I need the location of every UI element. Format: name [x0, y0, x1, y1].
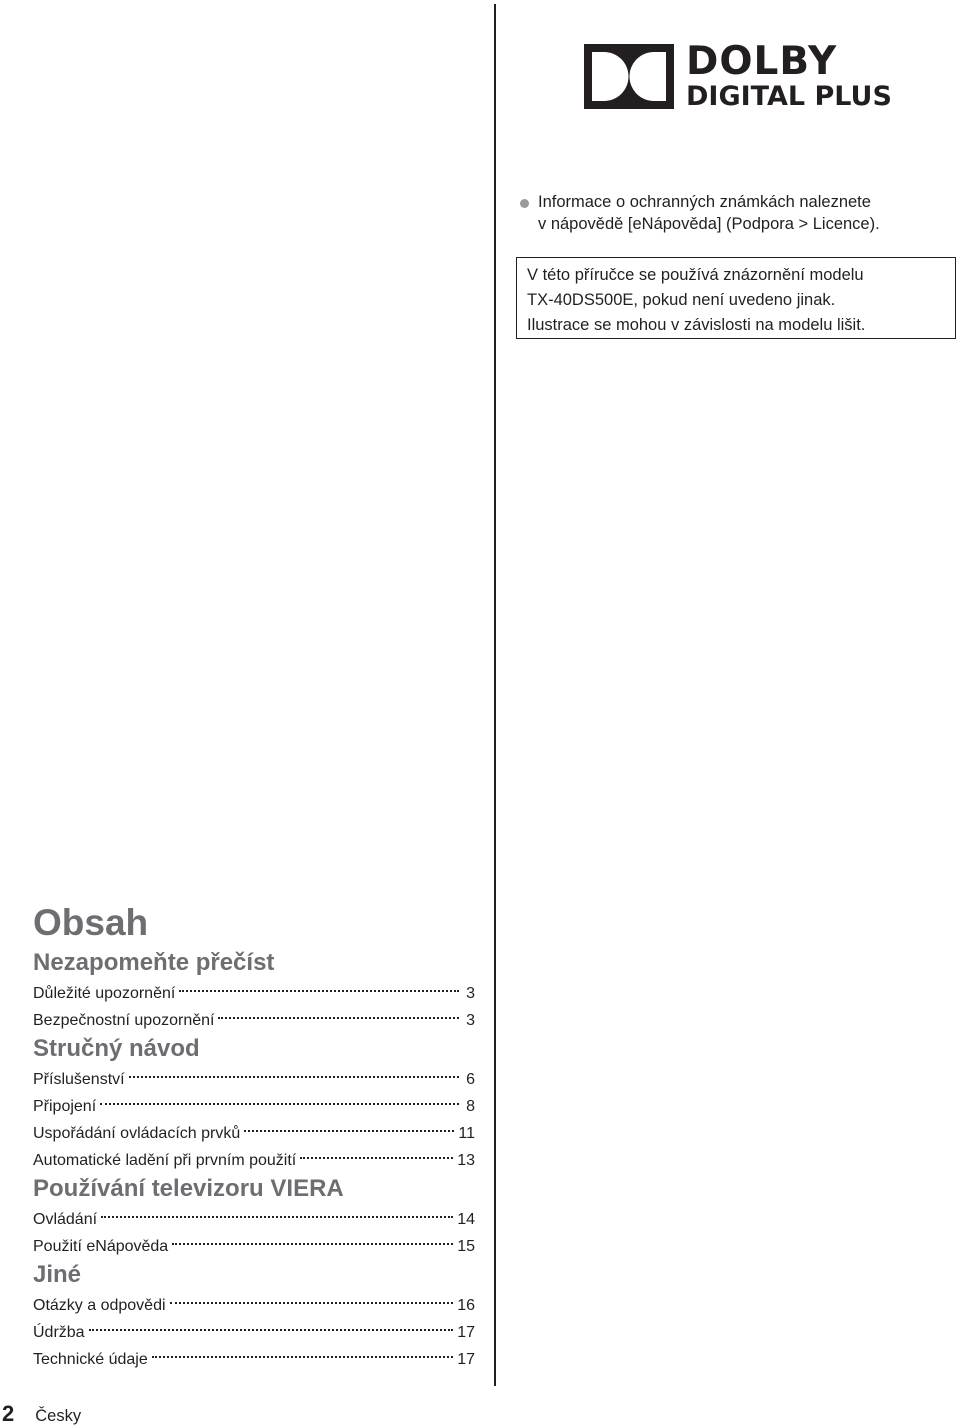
toc-entry-label: Ovládání [33, 1211, 98, 1228]
leader-dots [100, 1103, 459, 1105]
note-line: Informace o ochranných známkách naleznete [538, 193, 871, 211]
dolby-double-d-icon [584, 44, 674, 109]
toc-entry-label: Připojení [33, 1098, 97, 1115]
toc-entry-page: 6 [466, 1071, 475, 1088]
notice-line: V této příručce se používá znázornění modelu [527, 266, 864, 284]
toc-section-heading: Stručný návod [33, 1035, 200, 1062]
page-number: 2 [2, 1401, 15, 1426]
toc-entry-page: 8 [466, 1098, 475, 1115]
trademark-note [520, 191, 940, 235]
note-line: v nápovědě [eNápověda] (Podpora > Licence). [538, 215, 880, 233]
toc-entry-label: Údržba [33, 1324, 85, 1341]
notice-line: Ilustrace se mohou v závislosti na modelu lišit. [527, 316, 866, 334]
column-divider [494, 4, 496, 1386]
toc-entry[interactable] [33, 1007, 475, 1034]
logo-product-text: DIGITAL PLUS [686, 81, 892, 112]
leader-dots [244, 1130, 454, 1132]
leader-dots [170, 1302, 454, 1304]
table-of-contents [33, 948, 475, 1373]
bullet-icon [520, 199, 529, 208]
toc-entry[interactable] [33, 980, 475, 1007]
toc-entry[interactable] [33, 1120, 475, 1147]
toc-entry[interactable] [33, 1066, 475, 1093]
toc-entry-page: 3 [466, 985, 475, 1002]
toc-section-heading: Jiné [33, 1261, 82, 1288]
toc-entry-label: Uspořádání ovládacích prvků [33, 1125, 241, 1142]
leader-dots [152, 1356, 453, 1358]
dolby-digital-plus-logo [584, 39, 892, 112]
toc-entry[interactable] [33, 1233, 475, 1260]
toc-entry[interactable] [33, 1346, 475, 1373]
leader-dots [101, 1216, 453, 1218]
toc-entry-page: 13 [457, 1152, 475, 1169]
leader-dots [218, 1017, 459, 1019]
toc-entry[interactable] [33, 1206, 475, 1233]
toc-entry-page: 17 [457, 1351, 475, 1368]
toc-entry-label: Důležité upozornění [33, 985, 176, 1002]
toc-entry-page: 3 [466, 1012, 475, 1029]
toc-entry-label: Použití eNápověda [33, 1238, 169, 1255]
toc-entry-label: Otázky a odpovědi [33, 1297, 166, 1314]
leader-dots [300, 1157, 453, 1159]
toc-entry-label: Technické údaje [33, 1351, 148, 1368]
logo-brand-text: DOLBY [686, 39, 838, 84]
toc-entry-page: 11 [458, 1125, 475, 1142]
toc-entry[interactable] [33, 1147, 475, 1174]
leader-dots [129, 1076, 459, 1078]
toc-entry-page: 15 [457, 1238, 475, 1255]
toc-entry-label: Automatické ladění při prvním použití [33, 1152, 297, 1169]
notice-line: TX-40DS500E, pokud není uvedeno jinak. [527, 291, 836, 309]
language-label: Česky [35, 1407, 82, 1425]
toc-entry-page: 16 [457, 1297, 475, 1314]
toc-section-heading: Používání televizoru VIERA [33, 1175, 344, 1202]
leader-dots [179, 990, 459, 992]
toc-title: Obsah [33, 902, 149, 943]
toc-section-heading: Nezapomeňte přečíst [33, 949, 275, 976]
toc-entry[interactable] [33, 1319, 475, 1346]
toc-entry-label: Příslušenství [33, 1071, 125, 1088]
toc-entry-page: 17 [457, 1324, 475, 1341]
page-footer [2, 1401, 81, 1427]
leader-dots [172, 1243, 453, 1245]
toc-entry[interactable] [33, 1292, 475, 1319]
toc-entry-label: Bezpečnostní upozornění [33, 1012, 215, 1029]
model-notice-box [516, 257, 956, 339]
toc-entry[interactable] [33, 1093, 475, 1120]
toc-entry-page: 14 [457, 1211, 475, 1228]
leader-dots [89, 1329, 454, 1331]
